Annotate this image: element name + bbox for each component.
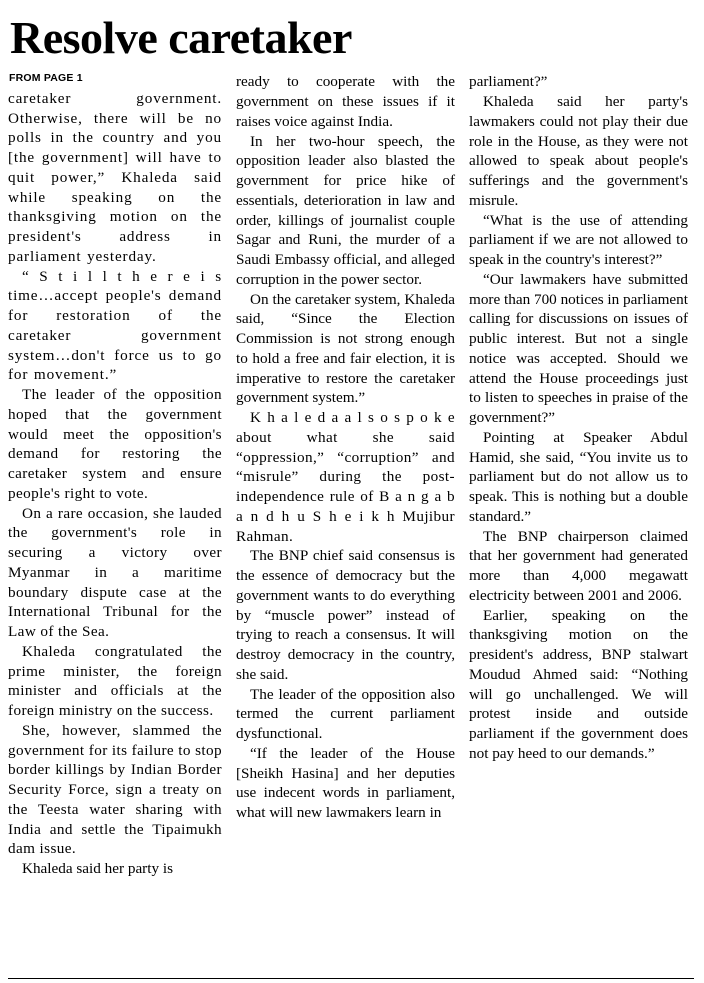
paragraph: Khaleda congratulated the prime minister, the foreign minister and officials at the foreign ministry on the success.: [8, 642, 222, 720]
paragraph: parliament?”: [469, 73, 548, 91]
paragraph: She, however, slammed the government for its failure to stop border killings by Indian Border Security Force, sign a treaty on the Teesta water sharing with India and settle the Tipaimukh dam issue.: [8, 721, 222, 858]
paragraph: Khaleda said her party is: [22, 860, 173, 878]
paragraph: On a rare occasion, she lauded the government's role in securing a victory over Myanmar in a maritime boundary dispute case at the International Tribunal for the Law of the Sea.: [8, 504, 222, 641]
continuation-kicker: FROM PAGE 1: [9, 72, 83, 85]
page-title: Resolve caretaker: [10, 12, 352, 63]
paragraph: The BNP chief said consensus is the essence of democracy but the government wants to do everything by “muscle power” instead of trying to reach a consensus. It will destroy democracy in the country, she said.: [236, 547, 455, 683]
paragraph: On the caretaker system, Khaleda said, “Since the Election Commission is not strong enough to hold a free and fair election, it is imperative to restore the caretaker government system.”: [236, 290, 455, 407]
paragraph: Pointing at Speaker Abdul Hamid, she said, “You invite us to parliament but do not allow us to speak. This is nothing but a double standard.”: [469, 428, 688, 525]
paragraph: K h a l e d a a l s o s p o k e about what she said “oppression,” “corruption” and “misrule” during the post-independence rule of B a n g a b a n d h u S h e i k h Mujibur Rahman.: [236, 409, 455, 545]
article-columns: [8, 72, 694, 879]
paragraph: “ S t i l l t h e r e i s time…accept people's demand for restoration of the caretaker government system…don't force us to go for movement.”: [8, 267, 222, 384]
article-column-3: [469, 72, 688, 763]
paragraph: “If the leader of the House [Sheikh Hasina] and her deputies use indecent words in parliament, what will new lawmakers learn in: [236, 744, 455, 822]
paragraph: ready to cooperate with the government on these issues if it raises voice against India.: [236, 73, 455, 130]
article-column-1: [8, 72, 222, 879]
paragraph: In her two-hour speech, the opposition leader also blasted the government for price hike of essentials, deterioration in law and order, killings of journalist couple Sagar and Runi, the murder of a Saudi Embassy official, and alleged corruption in the power sector.: [236, 132, 455, 288]
paragraph: Earlier, speaking on the thanksgiving motion on the president's address, BNP stalwart Moudud Ahmed said: “Nothing will go unchallenged. We will protest inside and outside parliament if the government does not pay heed to our demands.”: [469, 606, 688, 762]
paragraph: The leader of the opposition also termed the current parliament dysfunctional.: [236, 685, 455, 743]
article-column-2: [236, 72, 455, 823]
paragraph: Khaleda said her party's lawmakers could not play their due role in the House, as they were not allowed to speak about people's sufferings and the government's misrule.: [469, 93, 688, 209]
paragraph: “What is the use of attending parliament if we are not allowed to speak in the country's interest?”: [469, 211, 688, 269]
paragraph: caretaker government. Otherwise, there will be no polls in the country and you [the government] will have to quit power,” Khaleda said while speaking on the thanksgiving motion on the president's address in parliament yesterday.: [8, 89, 222, 265]
paragraph: The BNP chairperson claimed that her government had generated more than 4,000 megawatt electricity between 2001 and 2006.: [469, 527, 688, 604]
paragraph: The leader of the opposition hoped that the government would meet the opposition's demand for restoring the caretaker system and ensure people's right to vote.: [8, 386, 222, 502]
page-bottom-rule: [8, 978, 694, 979]
paragraph: “Our lawmakers have submitted more than 700 notices in parliament calling for discussions on issues of public interest. But not a single notice was accepted. Should we attend the House proceedings just to listen to speeches in praise of the government?”: [469, 270, 688, 427]
